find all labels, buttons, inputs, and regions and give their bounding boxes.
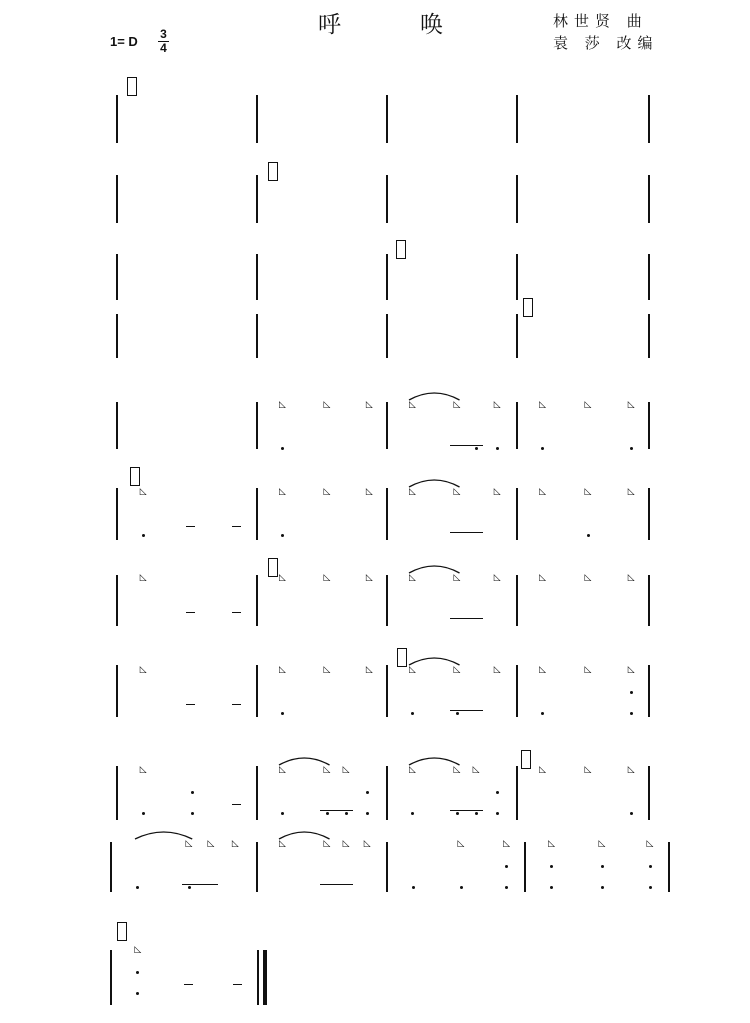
- harmonic-mark: ◺: [646, 839, 654, 849]
- sustain-dash: [232, 804, 241, 805]
- barline: [524, 842, 526, 892]
- harmonic-mark: ◺: [279, 765, 286, 775]
- octave-dot: [366, 812, 369, 815]
- sustain-dash: [186, 704, 195, 705]
- barline: [648, 766, 650, 820]
- octave-dot: [326, 812, 329, 815]
- barline: [648, 175, 650, 223]
- octave-dot: [281, 447, 284, 450]
- measure-number: [127, 77, 137, 96]
- harmonic-mark: ◺: [409, 400, 416, 410]
- octave-dot: [136, 886, 139, 889]
- barline: [116, 575, 118, 626]
- octave-dot: [345, 812, 348, 815]
- harmonic-mark: ◺: [539, 665, 547, 675]
- beam-underline: [450, 618, 483, 619]
- slur: [408, 562, 461, 574]
- harmonic-mark: ◺: [279, 487, 286, 497]
- harmonic-mark: ◺: [365, 665, 373, 675]
- octave-dot: [630, 812, 633, 815]
- barline: [110, 950, 112, 1005]
- barline: [116, 488, 118, 540]
- octave-dot: [411, 812, 414, 815]
- barline: [648, 314, 650, 358]
- harmonic-mark: ◺: [185, 839, 193, 849]
- harmonic-mark: ◺: [279, 839, 286, 849]
- slur: [408, 476, 461, 488]
- barline: [516, 254, 518, 300]
- measure-number: [268, 162, 278, 181]
- barline: [516, 402, 518, 449]
- harmonic-mark: ◺: [493, 665, 501, 675]
- key-signature: 1= D: [110, 34, 138, 49]
- octave-dot: [475, 447, 478, 450]
- barline: [256, 95, 258, 143]
- slur: [278, 828, 331, 840]
- sustain-dash: [232, 612, 241, 613]
- barline: [516, 488, 518, 540]
- harmonic-mark: ◺: [627, 665, 635, 675]
- barline: [386, 402, 388, 449]
- barline: [256, 488, 258, 540]
- octave-dot: [475, 812, 478, 815]
- harmonic-mark: ◺: [365, 400, 373, 410]
- harmonic-mark: ◺: [453, 573, 461, 583]
- beam-underline: [450, 710, 483, 711]
- harmonic-mark: ◺: [584, 400, 592, 410]
- barline: [648, 575, 650, 626]
- slur: [278, 754, 331, 766]
- barline: [256, 665, 258, 717]
- barline: [648, 254, 650, 300]
- harmonic-mark: ◺: [342, 839, 350, 849]
- barline: [386, 95, 388, 143]
- measure-number: [523, 298, 533, 317]
- octave-dot: [496, 447, 499, 450]
- slur: [408, 389, 461, 401]
- harmonic-mark: ◺: [365, 573, 373, 583]
- octave-dot: [411, 712, 414, 715]
- harmonic-mark: ◺: [409, 765, 416, 775]
- octave-dot: [601, 886, 604, 889]
- barline: [516, 665, 518, 717]
- barline: [116, 95, 118, 143]
- barline: [110, 842, 112, 892]
- arranger-credit: 袁 莎 改编: [553, 34, 659, 52]
- harmonic-mark: ◺: [139, 665, 147, 675]
- slur: [134, 828, 193, 840]
- harmonic-mark: ◺: [323, 839, 331, 849]
- barline: [516, 175, 518, 223]
- barline: [648, 665, 650, 717]
- barline: [116, 254, 118, 300]
- octave-dot: [281, 534, 284, 537]
- barline: [256, 575, 258, 626]
- octave-dot: [281, 812, 284, 815]
- barline: [116, 402, 118, 449]
- harmonic-mark: ◺: [139, 487, 147, 497]
- time-signature-top: 3: [160, 27, 167, 41]
- barline: [116, 766, 118, 820]
- harmonic-mark: ◺: [409, 573, 416, 583]
- barline: [386, 254, 388, 300]
- measure-number: [521, 750, 531, 769]
- octave-dot: [366, 791, 369, 794]
- harmonic-mark: ◺: [598, 839, 606, 849]
- harmonic-mark: ◺: [472, 765, 480, 775]
- barline: [386, 314, 388, 358]
- octave-dot: [188, 886, 191, 889]
- barline: [116, 175, 118, 223]
- barline: [516, 575, 518, 626]
- sustain-dash: [186, 526, 195, 527]
- octave-dot: [649, 886, 652, 889]
- barline: [648, 402, 650, 449]
- octave-dot: [142, 534, 145, 537]
- slur: [408, 754, 461, 766]
- barline: [648, 95, 650, 143]
- composer-credit: 林世贤 曲: [553, 12, 648, 30]
- barline: [256, 766, 258, 820]
- harmonic-mark: ◺: [323, 665, 331, 675]
- sustain-dash: [233, 984, 242, 985]
- octave-dot: [649, 865, 652, 868]
- barline: [516, 314, 518, 358]
- barline: [516, 95, 518, 143]
- harmonic-mark: ◺: [134, 945, 142, 955]
- harmonic-mark: ◺: [493, 400, 501, 410]
- harmonic-mark: ◺: [584, 665, 592, 675]
- barline: [386, 665, 388, 717]
- octave-dot: [601, 865, 604, 868]
- barline: [116, 314, 118, 358]
- harmonic-mark: ◺: [457, 839, 465, 849]
- octave-dot: [142, 812, 145, 815]
- barline: [256, 842, 258, 892]
- harmonic-mark: ◺: [365, 487, 373, 497]
- harmonic-mark: ◺: [139, 573, 147, 583]
- octave-dot: [630, 691, 633, 694]
- barline: [257, 950, 259, 1005]
- barline: [386, 575, 388, 626]
- octave-dot: [412, 886, 415, 889]
- beam-underline: [320, 810, 353, 811]
- time-signature: [158, 29, 169, 54]
- octave-dot: [456, 712, 459, 715]
- octave-dot: [496, 791, 499, 794]
- beam-underline: [450, 810, 483, 811]
- beam-underline: [182, 884, 218, 885]
- harmonic-mark: ◺: [584, 487, 592, 497]
- octave-dot: [587, 534, 590, 537]
- barline: [256, 402, 258, 449]
- harmonic-mark: ◺: [207, 839, 215, 849]
- octave-dot: [136, 971, 139, 974]
- harmonic-mark: ◺: [493, 573, 501, 583]
- octave-dot: [456, 812, 459, 815]
- octave-dot: [630, 447, 633, 450]
- harmonic-mark: ◺: [539, 487, 547, 497]
- barline: [256, 314, 258, 358]
- barline: [116, 665, 118, 717]
- octave-dot: [630, 712, 633, 715]
- harmonic-mark: ◺: [231, 839, 239, 849]
- harmonic-mark: ◺: [548, 839, 556, 849]
- harmonic-mark: ◺: [493, 487, 501, 497]
- harmonic-mark: ◺: [539, 400, 547, 410]
- final-barline: [263, 950, 267, 1005]
- sustain-dash: [184, 984, 193, 985]
- page-title: 呼 唤: [318, 12, 471, 38]
- octave-dot: [505, 865, 508, 868]
- harmonic-mark: ◺: [139, 765, 147, 775]
- harmonic-mark: ◺: [342, 765, 350, 775]
- octave-dot: [281, 712, 284, 715]
- barline: [386, 488, 388, 540]
- beam-underline: [450, 445, 483, 446]
- harmonic-mark: ◺: [279, 665, 286, 675]
- harmonic-mark: ◺: [453, 665, 461, 675]
- harmonic-mark: ◺: [453, 400, 461, 410]
- barline: [668, 842, 670, 892]
- beam-underline: [320, 884, 353, 885]
- harmonic-mark: ◺: [323, 487, 331, 497]
- barline: [516, 766, 518, 820]
- sustain-dash: [232, 704, 241, 705]
- octave-dot: [460, 886, 463, 889]
- barline: [386, 766, 388, 820]
- harmonic-mark: ◺: [503, 839, 511, 849]
- sustain-dash: [232, 526, 241, 527]
- octave-dot: [191, 791, 194, 794]
- barline: [256, 175, 258, 223]
- harmonic-mark: ◺: [279, 573, 286, 583]
- harmonic-mark: ◺: [363, 839, 371, 849]
- harmonic-mark: ◺: [627, 765, 635, 775]
- harmonic-mark: ◺: [279, 400, 286, 410]
- harmonic-mark: ◺: [627, 573, 635, 583]
- sustain-dash: [186, 612, 195, 613]
- octave-dot: [541, 447, 544, 450]
- barline: [256, 254, 258, 300]
- octave-dot: [496, 812, 499, 815]
- octave-dot: [505, 886, 508, 889]
- octave-dot: [541, 712, 544, 715]
- harmonic-mark: ◺: [539, 573, 547, 583]
- harmonic-mark: ◺: [453, 487, 461, 497]
- octave-dot: [136, 992, 139, 995]
- harmonic-mark: ◺: [453, 765, 461, 775]
- measure-number: [397, 648, 407, 667]
- slur: [408, 654, 461, 666]
- harmonic-mark: ◺: [409, 487, 416, 497]
- harmonic-mark: ◺: [323, 573, 331, 583]
- octave-dot: [191, 812, 194, 815]
- harmonic-mark: ◺: [409, 665, 416, 675]
- harmonic-mark: ◺: [627, 487, 635, 497]
- beam-underline: [450, 532, 483, 533]
- measure-number: [396, 240, 406, 259]
- barline: [648, 488, 650, 540]
- harmonic-mark: ◺: [323, 400, 331, 410]
- measure-number: [130, 467, 140, 486]
- octave-dot: [550, 865, 553, 868]
- harmonic-mark: ◺: [584, 573, 592, 583]
- harmonic-mark: ◺: [323, 765, 331, 775]
- barline: [386, 175, 388, 223]
- barline: [386, 842, 388, 892]
- harmonic-mark: ◺: [584, 765, 592, 775]
- octave-dot: [550, 886, 553, 889]
- harmonic-mark: ◺: [627, 400, 635, 410]
- harmonic-mark: ◺: [539, 765, 547, 775]
- time-signature-bottom: 4: [160, 41, 167, 55]
- measure-number: [117, 922, 127, 941]
